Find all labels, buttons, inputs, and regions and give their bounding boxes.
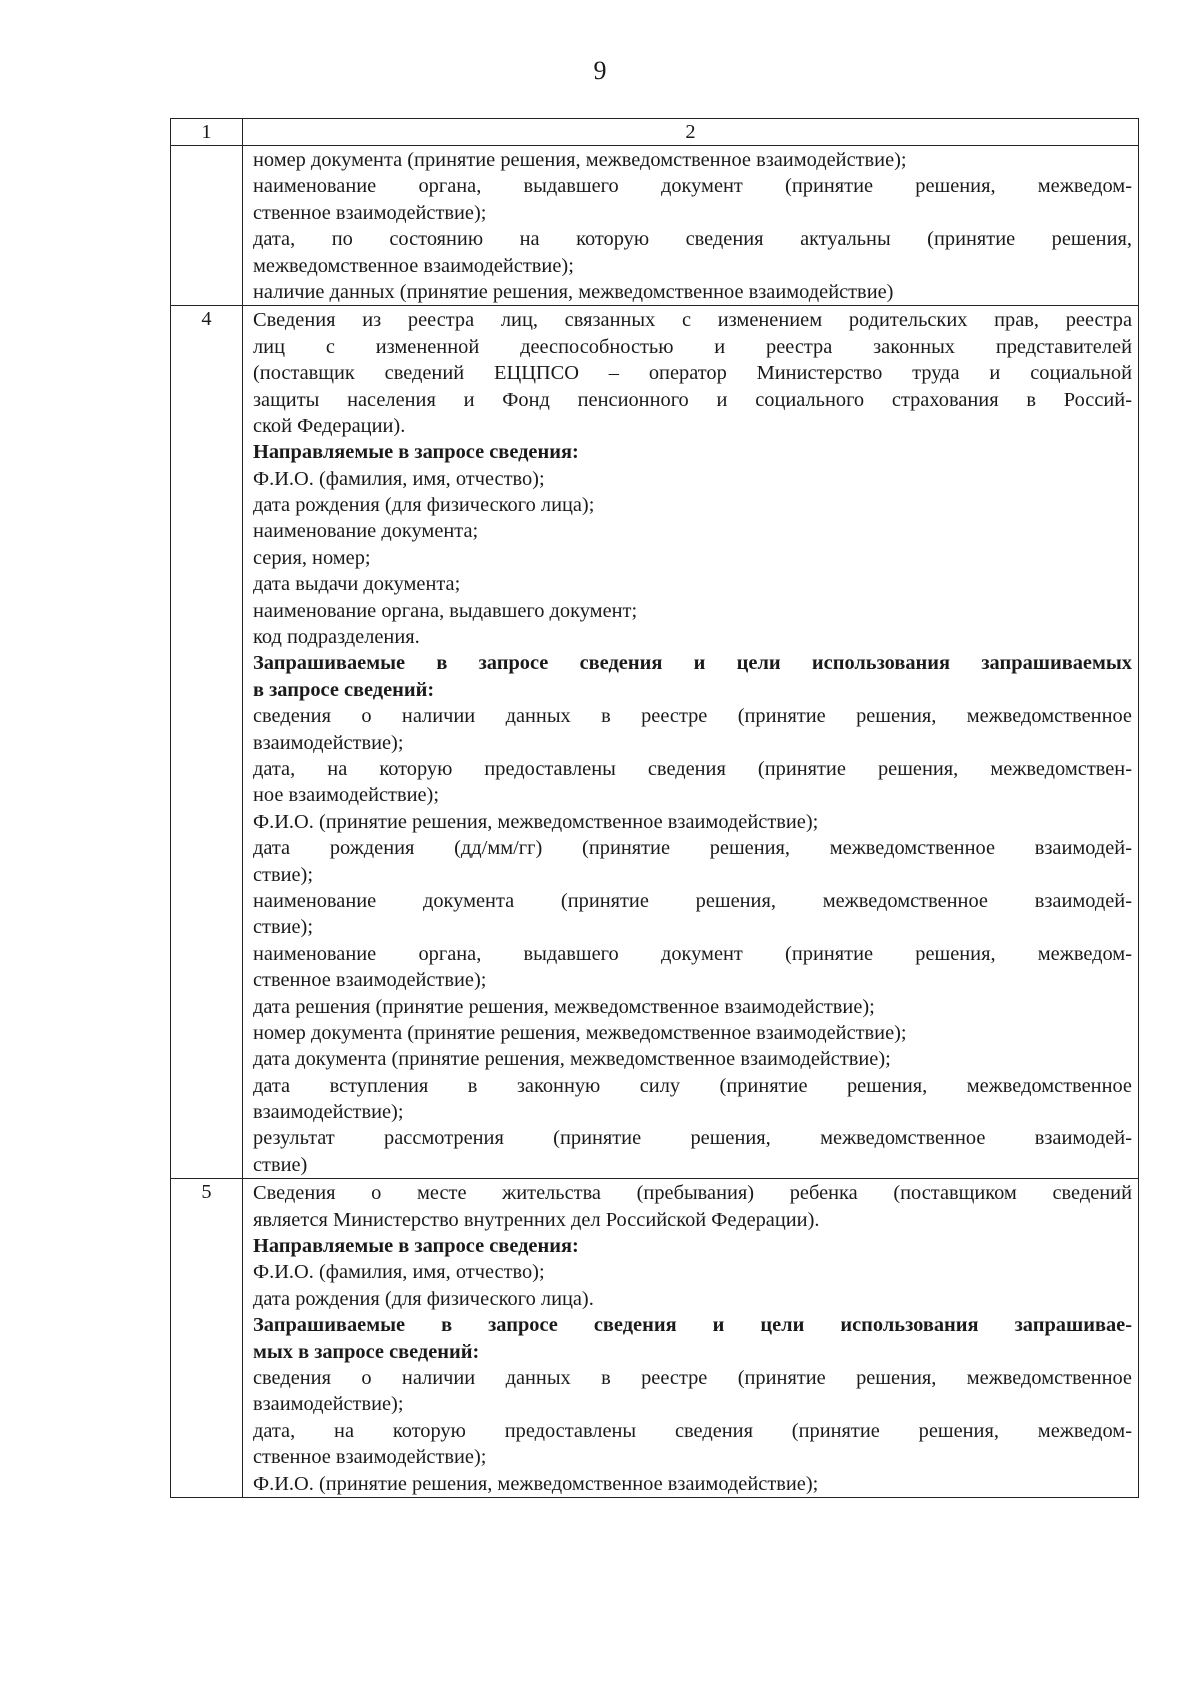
table-row — [171, 146, 1139, 306]
text-line: Ф.И.О. (фамилия, имя, отчество); — [253, 1261, 545, 1284]
text-line: ственное взаимодействие); — [253, 1446, 487, 1469]
section-heading-line: мых в запросе сведений: — [253, 1340, 480, 1363]
table-row — [171, 306, 1139, 1179]
row-content — [243, 1179, 1138, 1497]
text-line: дата документа (принятие решения, межведомственное взаимодействие); — [253, 1048, 891, 1071]
text-line: ственное взаимодействие); — [253, 201, 487, 224]
text-line: ствие) — [253, 1153, 308, 1176]
text-line: ное взаимодействие); — [253, 784, 440, 807]
section-heading-line: в запросе сведений: — [253, 678, 435, 701]
section-heading-line: Запрашиваемые в запросе сведения и цели использования запрашивае- — [253, 1314, 1132, 1337]
text-line: сведения о наличии данных в реестре (принятие решения, межведомственное — [253, 1366, 1132, 1389]
section-heading-line: Направляемые в запросе сведения: — [253, 441, 579, 464]
text-line: защиты населения и Фонд пенсионного и социального страхования в Россий- — [253, 388, 1132, 411]
table-body — [171, 146, 1139, 1498]
document-table — [170, 118, 1139, 1498]
page-number: 9 — [593, 56, 607, 85]
text-line: взаимодействие); — [253, 1101, 404, 1124]
row-number-cell: 4 — [171, 306, 243, 1179]
section-heading-line: Запрашиваемые в запросе сведения и цели использования запрашиваемых — [253, 652, 1132, 675]
table-row — [171, 1179, 1139, 1498]
text-line: дата, на которую предоставлены сведения (принятие решения, межведом- — [253, 1419, 1132, 1442]
text-line: сведения о наличии данных в реестре (принятие решения, межведомственное — [253, 705, 1132, 728]
row-content — [243, 146, 1138, 305]
text-line: (поставщик сведений ЕЦЦПСО – оператор Министерство труда и социальной — [253, 362, 1132, 385]
row-content-cell — [243, 306, 1139, 1179]
section-heading-line: Направляемые в запросе сведения: — [253, 1235, 579, 1258]
text-line: ствие); — [253, 916, 314, 939]
text-line: ствие); — [253, 863, 314, 886]
text-line: лиц с измененной дееспособностью и реестра законных представителей — [253, 335, 1132, 358]
text-line: номер документа (принятие решения, межведомственное взаимодействие); — [253, 149, 907, 171]
text-line: дата выдачи документа; — [253, 573, 461, 596]
text-line: межведомственное взаимодействие); — [253, 254, 574, 277]
text-line: Ф.И.О. (фамилия, имя, отчество); — [253, 467, 545, 490]
text-line: дата рождения (для физического лица). — [253, 1287, 594, 1310]
text-line: взаимодействие); — [253, 1393, 404, 1416]
text-line: взаимодействие); — [253, 731, 404, 754]
column-header-content: 2 — [243, 119, 1139, 146]
column-header-number: 1 — [171, 119, 243, 146]
text-line: Сведения о месте жительства (пребывания) ребенка (поставщиком сведений — [253, 1182, 1132, 1205]
text-line: наличие данных (принятие решения, межведомственное взаимодействие) — [253, 280, 894, 303]
text-line: номер документа (принятие решения, межведомственное взаимодействие); — [253, 1021, 907, 1044]
text-line: дата, на которую предоставлены сведения (принятие решения, межведомствен- — [253, 757, 1132, 780]
text-line: ственное взаимодействие); — [253, 969, 487, 992]
text-line: дата рождения (для физического лица); — [253, 494, 595, 517]
text-line: результат рассмотрения (принятие решения, межведомственное взаимодей- — [253, 1127, 1132, 1150]
text-line: наименование органа, выдавшего документ (принятие решения, межведом- — [253, 942, 1132, 965]
row-content — [243, 306, 1138, 1178]
row-content-cell — [243, 1179, 1139, 1498]
table-header-row — [171, 119, 1139, 146]
text-line: дата решения (принятие решения, межведомственное взаимодействие); — [253, 995, 875, 1018]
text-line: дата вступления в законную силу (принятие решения, межведомственное — [253, 1074, 1132, 1097]
text-line: наименование органа, выдавшего документ (принятие решения, межведом- — [253, 175, 1132, 198]
text-line: ской Федерации). — [253, 414, 406, 437]
text-line: наименование органа, выдавшего документ; — [253, 599, 638, 622]
text-line: является Министерство внутренних дел Российской Федерации). — [253, 1208, 820, 1231]
text-line: серия, номер; — [253, 546, 371, 569]
text-line: Сведения из реестра лиц, связанных с изменением родительских прав, реестра — [253, 309, 1132, 332]
text-line: наименование документа (принятие решения, межведомственное взаимодей- — [253, 889, 1132, 912]
text-line: Ф.И.О. (принятие решения, межведомственное взаимодействие); — [253, 810, 819, 833]
text-line: дата, по состоянию на которую сведения актуальны (принятие решения, — [253, 228, 1132, 251]
row-number-cell — [171, 146, 243, 306]
text-line: Ф.И.О. (принятие решения, межведомственное взаимодействие); — [253, 1472, 819, 1495]
row-number-cell: 5 — [171, 1179, 243, 1498]
row-content-cell — [243, 146, 1139, 306]
text-line: код подразделения. — [253, 626, 420, 649]
text-line: дата рождения (дд/мм/гг) (принятие решения, межведомственное взаимодей- — [253, 837, 1132, 860]
text-line: наименование документа; — [253, 520, 479, 543]
